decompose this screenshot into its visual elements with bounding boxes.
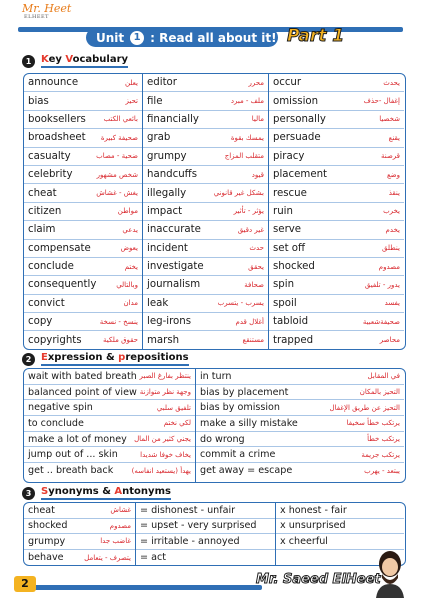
english-term: grumpy bbox=[147, 151, 187, 162]
arabic-translation: مواطن bbox=[118, 207, 138, 215]
table-row bbox=[196, 463, 404, 479]
arabic-translation: غشاش bbox=[110, 506, 131, 514]
expr-column-2 bbox=[196, 369, 404, 482]
english-term: incident bbox=[147, 243, 188, 254]
arabic-translation: يخدم bbox=[386, 226, 400, 234]
arabic-translation: وبالتالي bbox=[116, 281, 138, 289]
expr-column-1 bbox=[24, 369, 196, 482]
table-row bbox=[143, 240, 268, 258]
table-row bbox=[269, 74, 404, 92]
english-term: cheat bbox=[28, 505, 55, 516]
english-term: do wrong bbox=[200, 434, 245, 445]
table-row bbox=[24, 550, 135, 566]
arabic-translation: ماليا bbox=[252, 115, 264, 123]
table-row bbox=[136, 519, 275, 535]
english-term: = dishonest - unfair bbox=[140, 505, 235, 516]
table-row bbox=[269, 276, 404, 294]
english-term: file bbox=[147, 96, 163, 107]
english-term: grab bbox=[147, 132, 170, 143]
table-row bbox=[24, 258, 142, 276]
table-row bbox=[269, 313, 404, 331]
table-row bbox=[276, 519, 404, 535]
english-term: negative spin bbox=[28, 402, 93, 413]
arabic-translation: مصدوم bbox=[110, 522, 131, 530]
arabic-translation: حدث bbox=[249, 244, 264, 252]
english-term: balanced point of view bbox=[28, 387, 137, 398]
table-row bbox=[269, 258, 404, 276]
author-avatar-icon bbox=[370, 548, 410, 598]
english-term: behave bbox=[28, 552, 64, 563]
arabic-translation: ضحية - مصاب bbox=[96, 152, 138, 160]
arabic-translation: متقلب المزاج bbox=[225, 152, 264, 160]
english-term: inaccurate bbox=[147, 224, 201, 235]
table-row bbox=[24, 385, 195, 401]
table-row bbox=[24, 447, 195, 463]
section-heading-synonyms bbox=[22, 486, 171, 500]
arabic-translation: قرصنة bbox=[381, 152, 400, 160]
arabic-translation: يرتكب جريمة bbox=[361, 451, 400, 459]
english-term: set off bbox=[273, 243, 305, 254]
arabic-translation: تلفيق سلبي bbox=[157, 404, 191, 412]
table-row bbox=[143, 111, 268, 129]
arabic-translation: صحيفة كبيرة bbox=[101, 134, 138, 142]
table-row bbox=[276, 503, 404, 519]
english-term: spoil bbox=[273, 298, 297, 309]
english-term: spin bbox=[273, 279, 294, 290]
english-term: x cheerful bbox=[280, 536, 328, 547]
arabic-translation: ينطلق bbox=[382, 244, 400, 252]
english-term: impact bbox=[147, 206, 182, 217]
table-row bbox=[269, 92, 404, 110]
table-row bbox=[136, 550, 275, 566]
arabic-translation: في المقابل bbox=[368, 372, 400, 380]
english-term: claim bbox=[28, 224, 55, 235]
section-number: 2 bbox=[22, 353, 35, 366]
english-term: marsh bbox=[147, 335, 179, 346]
table-row bbox=[24, 313, 142, 331]
table-row bbox=[269, 221, 404, 239]
author-name: Mr. Saeed ElHeet bbox=[256, 572, 381, 587]
arabic-translation: وجهة نظر متوازنة bbox=[140, 388, 191, 396]
arabic-translation: يعلن bbox=[125, 79, 138, 87]
english-term: = act bbox=[140, 552, 166, 563]
table-row bbox=[143, 203, 268, 221]
english-term: grumpy bbox=[28, 536, 65, 547]
english-term: citizen bbox=[28, 206, 61, 217]
table-row bbox=[24, 534, 135, 550]
english-term: = irritable - annoyed bbox=[140, 536, 240, 547]
arabic-translation: يدعي bbox=[122, 226, 138, 234]
table-row bbox=[24, 148, 142, 166]
table-row bbox=[136, 534, 275, 550]
arabic-translation: يرتكب خطأ bbox=[367, 435, 400, 443]
vocab-column-1 bbox=[24, 74, 143, 349]
unit-label: Unit bbox=[96, 31, 124, 45]
section-heading-vocabulary bbox=[22, 54, 128, 68]
footer-rule bbox=[18, 585, 262, 590]
english-term: to conclude bbox=[28, 418, 84, 429]
table-row bbox=[24, 129, 142, 147]
table-row bbox=[24, 276, 142, 294]
logo-subtext: ELHEET bbox=[24, 14, 49, 20]
english-term: omission bbox=[273, 96, 318, 107]
synonyms-table bbox=[23, 502, 406, 566]
table-row bbox=[143, 295, 268, 313]
english-term: commit a crime bbox=[200, 449, 275, 460]
arabic-translation: بائعي الكتب bbox=[104, 115, 138, 123]
brand-logo bbox=[22, 2, 76, 22]
table-row bbox=[269, 203, 404, 221]
table-row bbox=[24, 92, 142, 110]
table-row bbox=[24, 503, 135, 519]
table-row bbox=[269, 331, 404, 349]
table-row bbox=[24, 519, 135, 535]
table-row bbox=[269, 240, 404, 258]
table-row bbox=[24, 221, 142, 239]
section-number: 1 bbox=[22, 55, 35, 68]
arabic-translation: يسرب - يتسرب bbox=[218, 299, 264, 307]
arabic-translation: شخص مشهور bbox=[97, 171, 138, 179]
english-term: handcuffs bbox=[147, 169, 197, 180]
arabic-translation: يهدأ (يستعيد انفاسه) bbox=[132, 467, 191, 475]
expressions-table bbox=[23, 368, 406, 483]
arabic-translation: إغفال -حذف bbox=[364, 97, 400, 105]
english-term: announce bbox=[28, 77, 78, 88]
table-row bbox=[143, 92, 268, 110]
arabic-translation: مصدوم bbox=[379, 263, 400, 271]
english-term: ruin bbox=[273, 206, 293, 217]
arabic-translation: يؤثر - تأثير bbox=[234, 207, 264, 215]
syn-column-words bbox=[24, 503, 136, 565]
english-term: in turn bbox=[200, 371, 232, 382]
english-term: persuade bbox=[273, 132, 321, 143]
arabic-translation: حقوق ملكية bbox=[103, 336, 138, 344]
vocab-column-3 bbox=[269, 74, 404, 349]
part-label: Part 1 bbox=[287, 26, 344, 46]
table-row bbox=[24, 369, 195, 385]
english-term: x honest - fair bbox=[280, 505, 347, 516]
section-title: Key Vocabulary bbox=[41, 54, 128, 68]
english-term: journalism bbox=[147, 279, 200, 290]
table-row bbox=[24, 203, 142, 221]
english-term: tabloid bbox=[273, 316, 308, 327]
table-row bbox=[196, 416, 404, 432]
arabic-translation: يعوض bbox=[121, 244, 138, 252]
arabic-translation: يحقق bbox=[248, 263, 264, 271]
arabic-translation: يحدث bbox=[383, 79, 400, 87]
english-term: shocked bbox=[28, 520, 67, 531]
section-title: Expression & prepositions bbox=[41, 352, 189, 366]
logo-text: Mr. Heet bbox=[22, 2, 71, 15]
section-heading-expressions bbox=[22, 352, 189, 366]
table-row bbox=[269, 166, 404, 184]
english-term: placement bbox=[273, 169, 327, 180]
arabic-translation: ملف - مبرد bbox=[231, 97, 264, 105]
arabic-translation: يغش - غشاش bbox=[96, 189, 138, 197]
english-term: cheat bbox=[28, 188, 57, 199]
english-term: investigate bbox=[147, 261, 204, 272]
arabic-translation: محاصر bbox=[380, 336, 400, 344]
english-term: celebrity bbox=[28, 169, 72, 180]
english-term: convict bbox=[28, 298, 65, 309]
table-row bbox=[24, 331, 142, 349]
table-row bbox=[143, 276, 268, 294]
arabic-translation: شخصيا bbox=[379, 115, 400, 123]
english-term: copy bbox=[28, 316, 52, 327]
arabic-translation: التحيز بالمكان bbox=[360, 388, 400, 396]
table-row bbox=[24, 432, 195, 448]
arabic-translation: ينتظر بفارغ الصبر bbox=[139, 372, 191, 380]
arabic-translation: مدان bbox=[123, 299, 138, 307]
table-row bbox=[24, 240, 142, 258]
table-row bbox=[143, 166, 268, 184]
english-term: consequently bbox=[28, 279, 96, 290]
section-number: 3 bbox=[22, 487, 35, 500]
arabic-translation: يفسد bbox=[385, 299, 400, 307]
arabic-translation: صحيفةشعبية bbox=[363, 318, 400, 326]
table-row bbox=[196, 400, 404, 416]
arabic-translation: يختم bbox=[125, 263, 138, 271]
arabic-translation: يجني كثير من المال bbox=[134, 435, 191, 443]
english-term: piracy bbox=[273, 151, 304, 162]
vocab-column-2 bbox=[143, 74, 269, 349]
english-term: serve bbox=[273, 224, 301, 235]
table-row bbox=[143, 129, 268, 147]
page-number: 2 bbox=[14, 576, 36, 592]
english-term: bias by omission bbox=[200, 402, 280, 413]
english-term: make a silly mistake bbox=[200, 418, 298, 429]
table-row bbox=[24, 295, 142, 313]
english-term: get .. breath back bbox=[28, 465, 113, 476]
arabic-translation: التحيز عن طريق الإغفال bbox=[330, 404, 400, 412]
table-row bbox=[196, 447, 404, 463]
english-term: jump out of ... skin bbox=[28, 449, 118, 460]
table-row bbox=[24, 400, 195, 416]
english-term: personally bbox=[273, 114, 326, 125]
english-term: wait with bated breath bbox=[28, 371, 137, 382]
english-term: illegally bbox=[147, 188, 186, 199]
english-term: editor bbox=[147, 77, 177, 88]
arabic-translation: يدور - تلفيق bbox=[365, 281, 400, 289]
table-row bbox=[269, 148, 404, 166]
arabic-translation: صحافة bbox=[244, 281, 264, 289]
table-row bbox=[24, 111, 142, 129]
table-row bbox=[143, 148, 268, 166]
english-term: conclude bbox=[28, 261, 74, 272]
table-row bbox=[24, 184, 142, 202]
english-term: = upset - very surprised bbox=[140, 520, 256, 531]
english-term: broadsheet bbox=[28, 132, 86, 143]
english-term: shocked bbox=[273, 261, 315, 272]
arabic-translation: تحيز bbox=[126, 97, 138, 105]
syn-column-synonyms bbox=[136, 503, 276, 565]
arabic-translation: أغلال قدم bbox=[236, 318, 264, 326]
table-row bbox=[143, 258, 268, 276]
unit-title-pill bbox=[86, 28, 278, 47]
table-row bbox=[269, 295, 404, 313]
table-row bbox=[143, 221, 268, 239]
english-term: compensate bbox=[28, 243, 91, 254]
arabic-translation: يخاف خوفا شديدا bbox=[140, 451, 191, 459]
unit-title: : Read all about it! bbox=[150, 31, 276, 45]
english-term: rescue bbox=[273, 188, 307, 199]
arabic-translation: غاضب جدا bbox=[100, 537, 131, 545]
table-row bbox=[196, 369, 404, 385]
table-row bbox=[143, 184, 268, 202]
table-row bbox=[269, 111, 404, 129]
arabic-translation: لكي نختم bbox=[164, 419, 191, 427]
table-row bbox=[136, 503, 275, 519]
table-row bbox=[24, 416, 195, 432]
arabic-translation: يبتعد - يهرب bbox=[364, 467, 400, 475]
arabic-translation: وضع bbox=[387, 171, 400, 179]
table-row bbox=[24, 166, 142, 184]
arabic-translation: قيود bbox=[252, 171, 264, 179]
table-row bbox=[143, 331, 268, 349]
english-term: x unsurprised bbox=[280, 520, 346, 531]
english-term: make a lot of money bbox=[28, 434, 127, 445]
table-row bbox=[24, 74, 142, 92]
english-term: financially bbox=[147, 114, 199, 125]
arabic-translation: يرتكب خطأ سخيفا bbox=[347, 419, 400, 427]
table-row bbox=[143, 313, 268, 331]
arabic-translation: مستنقع bbox=[243, 336, 265, 344]
arabic-translation: محرر bbox=[248, 79, 264, 87]
arabic-translation: ينقذ bbox=[389, 189, 400, 197]
table-row bbox=[143, 74, 268, 92]
arabic-translation: يتصرف - يتعامل bbox=[84, 554, 131, 562]
english-term: leg-irons bbox=[147, 316, 191, 327]
section-title: Synonyms & Antonyms bbox=[41, 486, 171, 500]
english-term: bias bbox=[28, 96, 49, 107]
arabic-translation: يقنع bbox=[389, 134, 400, 142]
arabic-translation: غير دقيق bbox=[238, 226, 264, 234]
table-row bbox=[269, 184, 404, 202]
table-row bbox=[269, 129, 404, 147]
english-term: occur bbox=[273, 77, 301, 88]
english-term: trapped bbox=[273, 335, 313, 346]
english-term: booksellers bbox=[28, 114, 86, 125]
english-term: copyrights bbox=[28, 335, 82, 346]
arabic-translation: ينسخ - نسخة bbox=[100, 318, 138, 326]
english-term: casualty bbox=[28, 151, 71, 162]
unit-number: 1 bbox=[130, 31, 144, 45]
english-term: bias by placement bbox=[200, 387, 288, 398]
english-term: leak bbox=[147, 298, 168, 309]
table-row bbox=[196, 432, 404, 448]
arabic-translation: يخرب bbox=[383, 207, 400, 215]
table-row bbox=[196, 385, 404, 401]
arabic-translation: بشكل غير قانوني bbox=[214, 189, 264, 197]
english-term: get away = escape bbox=[200, 465, 292, 476]
arabic-translation: يمسك بقوة bbox=[231, 134, 264, 142]
table-row bbox=[24, 463, 195, 479]
vocabulary-table bbox=[23, 73, 406, 350]
